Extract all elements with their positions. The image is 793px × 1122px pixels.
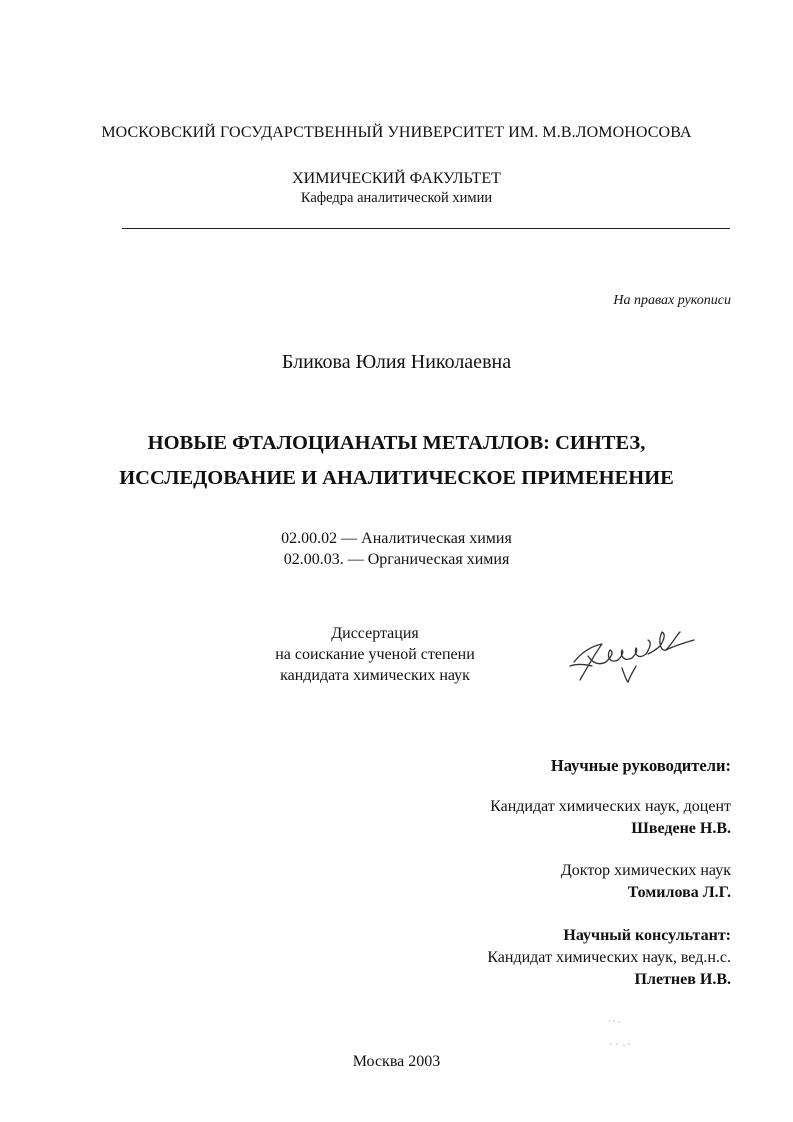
dissertation-line-1: Диссертация [331,625,419,642]
scan-speckle [605,1015,635,1051]
supervisor-entry [561,860,731,904]
consultant-entry [487,925,731,991]
faculty-name: ХИМИЧЕСКИЙ ФАКУЛЬТЕТ [292,170,501,187]
title-line-2: ИССЛЕДОВАНИЕ И АНАЛИТИЧЕСКОЕ ПРИМЕНЕНИЕ [119,467,674,489]
supervisor-name: Томилова Л.Г. [627,884,731,901]
department-name: Кафедра аналитической химии [300,190,493,206]
consultant-degree: Кандидат химических наук, вед.н.с. [487,949,731,966]
dissertation-title [0,426,793,496]
university-name: МОСКОВСКИЙ ГОСУДАРСТВЕННЫЙ УНИВЕРСИТЕТ ИМ. М.В.ЛОМОНОСОВА [101,124,692,141]
handwritten-signature [562,622,702,702]
supervisor-name: Шведене Н.В. [631,820,731,837]
dissertation-line-3: кандидата химических наук [280,667,470,684]
dissertation-line-2: на соискание ученой степени [275,646,475,663]
specialty-line: 02.00.03. — Органическая химия [283,551,510,568]
supervisor-degree: Кандидат химических наук, доцент [490,798,731,815]
title-line-1: НОВЫЕ ФТАЛОЦИАНАТЫ МЕТАЛЛОВ: СИНТЕЗ, [147,432,646,454]
manuscript-rights-note: На правах рукописи [613,293,731,308]
supervisor-entry [490,796,731,840]
header-divider [122,228,730,229]
author-name: Бликова Юлия Николаевна [281,351,512,373]
consultant-name: Плетнев И.В. [634,971,731,988]
specialty-line: 02.00.02 — Аналитическая химия [281,530,512,547]
supervisor-degree: Доктор химических наук [560,862,731,879]
supervisors-heading: Научные руководители: [550,756,731,775]
dissertation-degree-block [200,623,550,686]
city-and-year: Москва 2003 [352,1053,441,1070]
consultant-heading: Научный консультант: [563,927,731,944]
specialty-codes [0,528,793,570]
